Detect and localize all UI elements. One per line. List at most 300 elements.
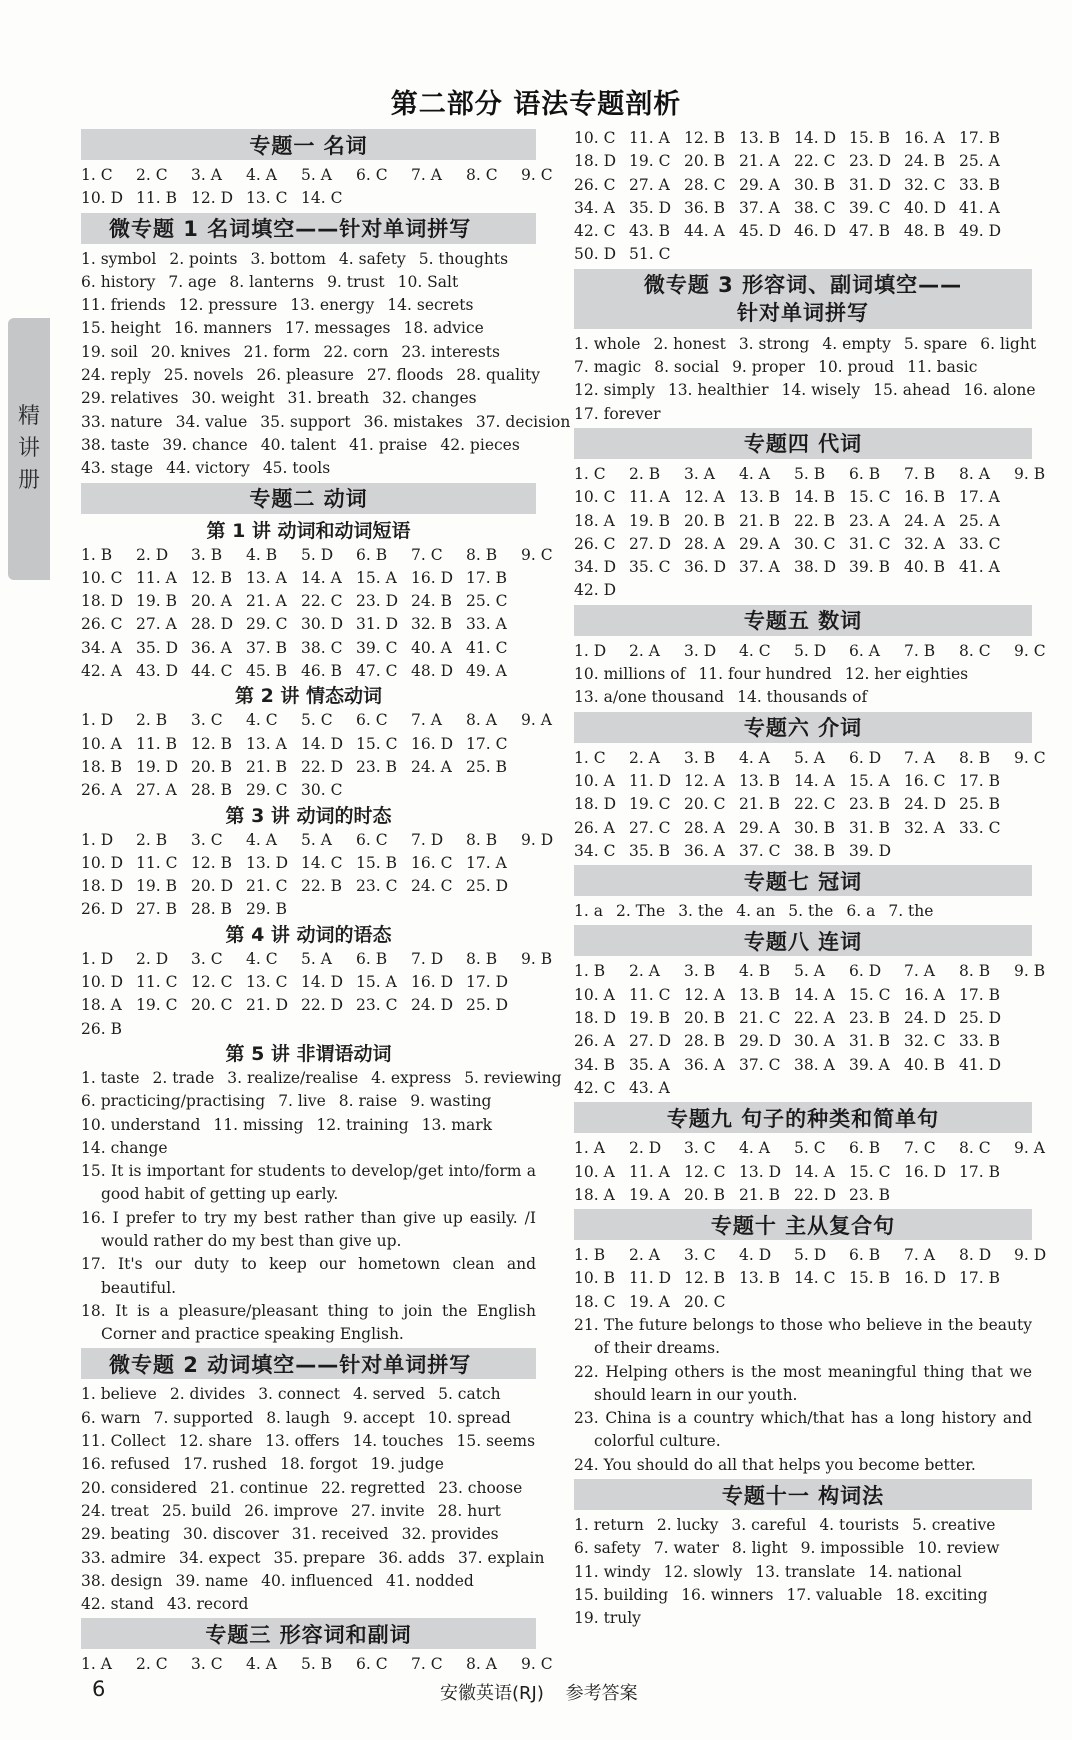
answer-item: 33. admire (81, 1548, 166, 1567)
answer-item: 37. decision (475, 412, 571, 431)
answer-item: 32. C (904, 1032, 946, 1051)
answer-item: 13. C (246, 973, 288, 992)
answer-item: 19. judge (370, 1455, 444, 1474)
answer-item: 41. C (466, 638, 508, 657)
answer-item: 4. an (736, 902, 776, 921)
answer-item: 33. A (466, 615, 507, 634)
answer-item: 33. B (959, 1032, 1000, 1051)
answer-item: 3. C (684, 1246, 716, 1265)
answer-item: 29. B (246, 900, 287, 919)
answer-item: 3. strong (738, 334, 810, 353)
answer-item: 11. C (136, 853, 178, 872)
answer-item: 24. D (411, 996, 454, 1015)
answer-item: 16. D (904, 1162, 947, 1181)
answer-row (574, 1561, 1032, 1584)
answer-item: 15. C (356, 734, 398, 753)
answer-item: 19. B (136, 877, 177, 896)
answer-item: 29. A (739, 175, 780, 194)
answer-item: 37. C (739, 1055, 781, 1074)
answer-item: 6. warn (81, 1408, 141, 1427)
answer-row (81, 948, 553, 971)
answer-item: 34. expect (178, 1548, 261, 1567)
answer-item: 32. provides (401, 1525, 499, 1544)
answer-item: 28. B (191, 900, 232, 919)
answer-item: 11. B (136, 734, 177, 753)
answer-item: 16. A (904, 985, 945, 1004)
answer-row (81, 1453, 536, 1476)
section-header: 专题九 句子的种类和简单句 (574, 1102, 1032, 1133)
side-tab-char: 册 (17, 468, 40, 493)
lecture-title: 第 5 讲 非谓语动词 (225, 1042, 392, 1065)
answer-item: 14. A (794, 771, 835, 790)
book-title: 安徽英语(RJ) (440, 1683, 544, 1704)
answer-row (81, 898, 536, 921)
answer-item: 48. B (904, 222, 945, 241)
answer-item: 28. C (684, 175, 726, 194)
answer-item: 19. soil (81, 342, 138, 361)
answer-item: 1. a (574, 902, 603, 921)
answer-item: 38. A (794, 1055, 835, 1074)
answer-row (574, 1584, 1032, 1607)
answer-item: 23. B (849, 1185, 890, 1204)
answer-item: 11. C (629, 985, 671, 1004)
answer-item: 22. B (794, 511, 835, 530)
answer-row (81, 1114, 536, 1137)
lecture-title: 第 4 讲 动词的语态 (225, 923, 392, 946)
answer-item: 10. millions of (574, 665, 686, 684)
answer-row (574, 1077, 1032, 1100)
answer-item: 3. C (191, 711, 223, 730)
answer-item: 20. B (684, 1009, 725, 1028)
answer-item: 31. C (849, 534, 891, 553)
answer-item: 48. D (411, 662, 454, 681)
answer-item: 19. A (629, 1292, 670, 1311)
answer-item: 18. B (81, 757, 122, 776)
answer-row (81, 1477, 536, 1500)
answer-item: 4. C (246, 949, 278, 968)
answer-row (574, 770, 1032, 793)
answer-item: 8. B (959, 748, 991, 767)
answer-item: 36. mistakes (363, 412, 463, 431)
answer-item: 2. A (629, 641, 660, 660)
answer-item: 35. support (260, 412, 351, 431)
answer-item: 45. D (739, 222, 782, 241)
side-tab (8, 318, 50, 580)
answer-item: 7. D (411, 830, 444, 849)
answer-item: 5. A (301, 166, 332, 184)
answer-item: 23. C (356, 877, 398, 896)
answer-item: 13. B (739, 129, 780, 147)
answer-item: 17. B (959, 1162, 1000, 1181)
answer-item: 32. changes (382, 389, 477, 408)
answer-item: 44. C (191, 662, 233, 681)
answer-item: 29. A (739, 818, 780, 837)
answer-item: 12. share (178, 1432, 253, 1451)
answer-item: 29. A (739, 534, 780, 553)
answer-item: 26. pleasure (256, 366, 354, 385)
answer-item: 11. four hundred (698, 665, 832, 684)
answer-item: 5. the (788, 902, 834, 921)
answer-item: 2. B (629, 464, 661, 483)
answer-item: 36. adds (378, 1548, 445, 1567)
answer-item: 6. B (356, 545, 388, 564)
answer-item: 3. B (684, 962, 716, 981)
answer-item: 2. points (169, 249, 238, 268)
answer-item: 5. spare (903, 334, 968, 353)
answer-item: 22. B (301, 877, 342, 896)
answer-item: 23. B (356, 757, 397, 776)
answer-item: 39. B (849, 558, 890, 577)
answer-item: 22. regretted (321, 1478, 426, 1497)
answer-item: 30. C (301, 781, 343, 800)
answer-item: 10. D (81, 189, 124, 208)
answer-item: 36. A (684, 1055, 725, 1074)
answer-item: 9. D (1014, 1246, 1047, 1265)
answer-item: 10. A (574, 771, 615, 790)
page-number: 6 (92, 1677, 106, 1701)
answer-row (81, 590, 536, 613)
answer-row (81, 1593, 536, 1616)
answer-item: 16. winners (681, 1585, 774, 1604)
answer-item: 11. basic (907, 358, 978, 377)
answer-item: 30. C (794, 534, 836, 553)
answer-item: 9. B (1014, 962, 1046, 981)
answer-item: 4. safety (338, 249, 406, 268)
answer-item: 12. B (191, 734, 232, 753)
answer-item: 6. A (849, 641, 880, 660)
answer-item: 43. D (136, 662, 179, 681)
answer-item: 15. C (849, 1162, 891, 1181)
answer-item: 6. D (849, 962, 882, 981)
answer-item: 15. B (849, 1269, 890, 1288)
answer-item: 14. C (794, 1269, 836, 1288)
answer-row (574, 1537, 1032, 1560)
answer-item: 21. C (739, 1009, 781, 1028)
answer-item: 1. taste (81, 1068, 140, 1087)
answer-item: 5. B (301, 1655, 333, 1674)
answer-item: 6. safety (574, 1539, 641, 1558)
answer-item: 9. wasting (410, 1092, 492, 1111)
section-header: 专题五 数词 (574, 605, 1032, 636)
answer-item: 22. D (301, 757, 344, 776)
answer-item: 40. B (904, 558, 945, 577)
answer-item: 4. B (739, 962, 771, 981)
answer-row (574, 900, 1032, 923)
answer-item: 28. A (684, 818, 725, 837)
answer-item: 20. A (191, 592, 232, 611)
answer-row (574, 984, 1032, 1007)
answer-item: 15. building (574, 1585, 669, 1604)
answer-item: 42. pieces (440, 435, 520, 454)
answer-item: 2. C (136, 166, 168, 184)
answer-item: 10. A (81, 734, 122, 753)
answer-item: 9. trust (327, 272, 385, 291)
answer-item: 39. C (356, 638, 398, 657)
answer-item: 10. D (81, 853, 124, 872)
answer-item: 4. C (246, 711, 278, 730)
answer-item: 4. A (246, 830, 277, 849)
answer-row (574, 1244, 1047, 1267)
answer-item: 13. mark (421, 1115, 492, 1134)
answer-item: 35. prepare (273, 1548, 366, 1567)
answer-item: 5. D (794, 1246, 827, 1265)
answer-item: 12. D (191, 189, 234, 208)
answer-item: 1. D (81, 711, 114, 730)
answer-item: 10. C (574, 129, 616, 147)
lecture-title: 第 3 讲 动词的时态 (225, 804, 392, 827)
answer-item: 2. D (629, 1139, 662, 1158)
answer-item: 18. A (574, 511, 615, 530)
answer-item: 36. B (684, 198, 725, 217)
answer-item: 19. C (629, 152, 671, 171)
answer-item: 8. A (959, 464, 990, 483)
answer-item: 32. B (411, 615, 452, 634)
answer-row (81, 1653, 553, 1676)
side-tab-char: 讲 (17, 436, 40, 461)
answer-item: 27. B (136, 900, 177, 919)
answer-item: 7. C (411, 1655, 443, 1674)
answer-row (81, 829, 554, 852)
footer-section: 参考答案 (565, 1683, 638, 1704)
answer-row (81, 1383, 536, 1406)
answer-item: 12. C (684, 1162, 726, 1181)
answer-item: 1. C (81, 166, 113, 184)
answer-item: 3. B (191, 545, 223, 564)
answer-item: 8. A (466, 1655, 497, 1674)
answer-item: 22. corn (323, 342, 389, 361)
answer-item: 18. D (81, 877, 124, 896)
answer-item: 34. C (574, 841, 616, 860)
answer-item: 33. C (959, 534, 1001, 553)
answer-item: 8. B (959, 962, 991, 981)
answer-row (574, 379, 1036, 402)
answer-row (81, 271, 536, 294)
section-header: 专题七 冠词 (574, 865, 1032, 896)
answer-row (81, 709, 552, 732)
answer-item: 15. A (356, 568, 397, 587)
lecture-title: 第 1 讲 动词和动词短语 (206, 519, 411, 542)
answer-item: 45. B (246, 662, 287, 681)
answer-item: 5. creative (912, 1516, 996, 1535)
answer-item: 12. training (316, 1115, 409, 1134)
answer-item: 27. C (629, 818, 671, 837)
answer-item: 25. build (161, 1501, 232, 1520)
answer-item: 44. victory (166, 459, 250, 478)
answer-item: 21. A (739, 152, 780, 171)
answer-row (81, 971, 536, 994)
answer-row (81, 852, 536, 875)
answer-item: 49. D (959, 222, 1002, 241)
answer-item: 23. A (849, 511, 890, 530)
answer-item: 1. C (574, 464, 606, 483)
answer-item: 25. D (466, 996, 509, 1015)
answer-row (574, 510, 1032, 533)
answer-item: 27. D (629, 534, 672, 553)
answer-row (574, 1137, 1045, 1160)
answer-item: 1. whole (574, 334, 641, 353)
answer-item: 7. magic (574, 358, 642, 377)
sentence-answer: 17. It's our duty to keep our hometown clean and beautiful. (81, 1255, 536, 1297)
answer-item: 7. C (904, 1139, 936, 1158)
answer-item: 23. C (356, 996, 398, 1015)
answer-item: 15. C (849, 985, 891, 1004)
answer-item: 39. C (849, 198, 891, 217)
answer-item: 2. divides (169, 1385, 246, 1404)
answer-row (81, 1500, 536, 1523)
answer-item: 35. D (629, 198, 672, 217)
answer-item: 12. B (191, 853, 232, 872)
answer-item: 1. return (574, 1516, 644, 1535)
answer-item: 14. D (301, 973, 344, 992)
answer-row (574, 1007, 1032, 1030)
answer-item: 21. form (243, 342, 311, 361)
answer-item: 23. B (849, 795, 890, 814)
answer-item: 26. A (81, 781, 122, 800)
answer-item: 13. C (246, 189, 288, 208)
answer-item: 6. light (980, 334, 1037, 353)
answer-item: 3. B (684, 748, 716, 767)
answer-item: 19. C (136, 996, 178, 1015)
answer-item: 24. B (904, 152, 945, 171)
answer-item: 11. missing (213, 1115, 304, 1134)
answer-item: 21. B (739, 1185, 780, 1204)
answer-row (81, 544, 553, 567)
answer-item: 16. D (904, 1269, 947, 1288)
answer-item: 37. explain (457, 1548, 545, 1567)
answer-item: 10. A (574, 1162, 615, 1181)
answer-item: 43. record (166, 1595, 249, 1614)
answer-item: 24. C (411, 877, 453, 896)
answer-item: 49. A (466, 662, 507, 681)
answer-item: 31. breath (287, 389, 370, 408)
answer-item: 38. D (794, 558, 837, 577)
answer-item: 34. D (574, 558, 617, 577)
answer-item: 13. A (246, 734, 287, 753)
answer-item: 3. C (191, 1655, 223, 1674)
answer-item: 4. A (739, 748, 770, 767)
answer-item: 11. A (136, 568, 177, 587)
answer-item: 33. nature (81, 412, 163, 431)
answer-row (574, 486, 1032, 509)
answer-row (574, 127, 1032, 150)
answer-row (81, 637, 536, 660)
answer-item: 50. D (574, 245, 617, 264)
answer-item: 4. served (352, 1385, 426, 1404)
answer-item: 31. B (849, 818, 890, 837)
answer-item: 14. A (794, 985, 835, 1004)
answer-item: 17. D (466, 973, 509, 992)
answer-item: 13. translate (755, 1562, 856, 1581)
answer-item: 32. A (904, 534, 945, 553)
answer-item: 17. B (959, 1269, 1000, 1288)
answer-item: 27. invite (351, 1501, 425, 1520)
answer-row (574, 220, 1032, 243)
answer-item: 14. secrets (387, 296, 474, 315)
answer-row (574, 686, 1032, 709)
answer-item: 19. C (629, 795, 671, 814)
answer-row (81, 567, 536, 590)
answer-item: 1. A (574, 1139, 605, 1158)
answer-item: 6. a (846, 902, 876, 921)
answer-item: 18. C (574, 1292, 616, 1311)
answer-item: 34. B (574, 1055, 615, 1074)
answer-row (574, 333, 1037, 356)
answer-item: 21. C (246, 877, 288, 896)
section-header-line: 微专题 3 形容词、副词填空—— (643, 272, 963, 297)
answer-row (574, 1291, 1032, 1314)
answer-item: 24. D (904, 795, 947, 814)
answer-item: 20. C (191, 996, 233, 1015)
sentence-answer: 24. You should do all that helps you become better. (574, 1455, 976, 1474)
sentence-answer: 18. It is a pleasure/pleasant thing to join the English Corner and practice speaking English. (81, 1301, 536, 1344)
answer-item: 11. D (629, 1269, 672, 1288)
answer-item: 6. C (356, 711, 388, 730)
answer-row (81, 1137, 536, 1160)
answer-item: 17. A (466, 853, 507, 872)
answer-row (574, 197, 1032, 220)
answer-row (574, 1030, 1032, 1053)
answer-item: 10. B (574, 1269, 615, 1288)
answer-item: 31. D (356, 615, 399, 634)
answer-item: 18. D (574, 152, 617, 171)
answer-item: 36. A (684, 841, 725, 860)
answer-item: 12. A (684, 771, 725, 790)
answer-item: 13. energy (290, 296, 375, 315)
answer-row (574, 174, 1032, 197)
answer-item: 31. B (849, 1032, 890, 1051)
answer-item: 16. A (904, 129, 945, 147)
answer-item: 10. understand (81, 1115, 201, 1134)
answer-row (81, 1067, 562, 1090)
answer-row (574, 1607, 1032, 1630)
answer-item: 15. height (81, 319, 161, 338)
answer-item: 37. B (246, 638, 287, 657)
answer-item: 19. A (629, 1185, 670, 1204)
answer-item: 14. A (301, 568, 342, 587)
answer-row (81, 1547, 545, 1570)
answer-row (574, 1267, 1032, 1290)
answer-item: 25. D (466, 877, 509, 896)
answer-item: 22. D (794, 1185, 837, 1204)
answer-item: 43. B (629, 222, 670, 241)
answer-item: 19. B (629, 511, 670, 530)
answer-item: 20. knives (150, 342, 231, 361)
answer-item: 13. B (739, 771, 780, 790)
answer-row (81, 164, 553, 187)
answer-item: 6. C (356, 1655, 388, 1674)
answer-item: 8. raise (338, 1092, 398, 1111)
answer-item: 45. tools (262, 459, 331, 478)
answer-item: 5. thoughts (418, 249, 509, 268)
answer-item: 35. B (629, 841, 670, 860)
answer-item: 23. interests (401, 342, 500, 361)
answer-item: 9. D (521, 830, 554, 849)
answer-item: 6. practicing/practising (81, 1092, 266, 1111)
answer-item: 46. D (794, 222, 837, 241)
answer-item: 2. D (136, 545, 169, 564)
answer-item: 28. D (191, 615, 234, 634)
answer-item: 16. D (411, 568, 454, 587)
answer-item: 6. C (356, 830, 388, 849)
answer-item: 41. A (959, 558, 1000, 577)
answer-item: 13. a/one thousand (574, 688, 725, 707)
answer-item: 42. stand (81, 1595, 154, 1614)
section-header: 专题二 动词 (81, 483, 536, 514)
answer-item: 43. stage (81, 459, 154, 478)
answer-item: 8. C (959, 641, 991, 660)
answer-item: 7. C (411, 545, 443, 564)
answer-item: 29. D (739, 1032, 782, 1051)
